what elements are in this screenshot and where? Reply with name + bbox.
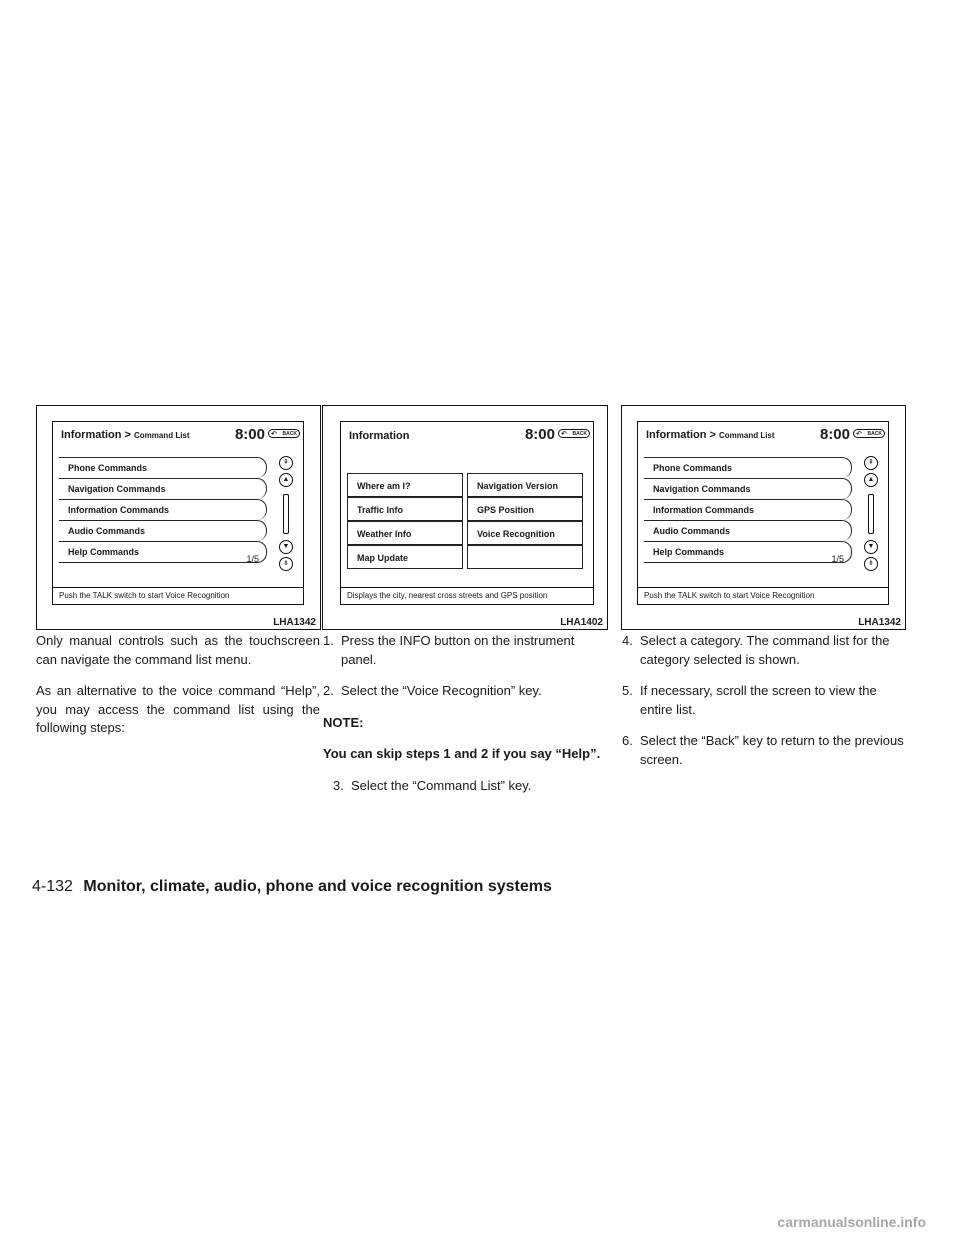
step-text: Select the “Command List” key. (351, 777, 532, 793)
text-column-1 (36, 632, 320, 751)
step-item (622, 732, 906, 769)
screen-information (340, 421, 594, 605)
clock: 8:00 (234, 426, 265, 443)
step-item (323, 777, 607, 796)
list-item[interactable]: Audio Commands (59, 520, 267, 541)
step-text: Select a category. The command list for the category selected is shown. (640, 633, 890, 667)
figure-label: LHA1342 (273, 617, 316, 628)
scroll-down-icon[interactable]: ▼ (279, 540, 293, 554)
command-list (644, 457, 852, 563)
list-item[interactable]: Phone Commands (59, 457, 267, 478)
navigation-version-button[interactable]: Navigation Version (467, 473, 583, 497)
note-heading: NOTE: (323, 714, 364, 730)
scroll-down-icon[interactable]: ▼ (864, 540, 878, 554)
paragraph: Only manual controls such as the touchscreen can navigate the command list menu. (36, 633, 320, 667)
step-number: 1. (323, 633, 334, 648)
scroll-up-icon[interactable]: ▲ (279, 473, 293, 487)
list-item[interactable]: Navigation Commands (644, 478, 852, 499)
step-text: Select the “Back” key to return to the previous screen. (640, 733, 904, 767)
list-item[interactable]: Help Commands (644, 541, 852, 563)
watermark: carmanualsonline.info (777, 1214, 926, 1230)
figure-label: LHA1402 (560, 617, 603, 628)
back-arrow-icon: ↶ (561, 431, 567, 438)
step-item (622, 682, 906, 719)
figure-command-list-1 (36, 405, 321, 630)
list-item[interactable]: Phone Commands (644, 457, 852, 478)
step-item (622, 632, 906, 669)
step-item (323, 632, 607, 669)
step-text: Press the INFO button on the instrument panel. (341, 633, 575, 667)
step-item (323, 682, 607, 701)
figure-information-menu (322, 405, 608, 630)
traffic-info-button[interactable]: Traffic Info (347, 497, 463, 521)
where-am-i-button[interactable]: Where am I? (347, 473, 463, 497)
scrollbar[interactable] (863, 456, 879, 570)
page-footer (32, 878, 552, 896)
clock: 8:00 (819, 426, 850, 443)
screen-title: Information (349, 430, 410, 442)
back-arrow-icon: ↶ (856, 431, 862, 438)
text-column-3 (622, 632, 906, 782)
back-button[interactable]: ↶ BACK (853, 429, 885, 438)
page-number: 4-132 (32, 878, 73, 895)
voice-recognition-button[interactable]: Voice Recognition (467, 521, 583, 545)
weather-info-button[interactable]: Weather Info (347, 521, 463, 545)
screen-command-list (52, 421, 304, 605)
screen-subtitle: Command List (133, 431, 190, 440)
clock: 8:00 (524, 426, 555, 443)
page-indicator: 1/5 (831, 554, 844, 564)
scroll-top-icon[interactable]: ⇞ (279, 456, 293, 470)
screen-header (638, 422, 888, 446)
step-number: 6. (622, 733, 633, 748)
back-button[interactable]: ↶ BACK (558, 429, 590, 438)
gps-position-button[interactable]: GPS Position (467, 497, 583, 521)
scroll-bottom-icon[interactable]: ⇟ (864, 557, 878, 571)
page-indicator: 1/5 (246, 554, 259, 564)
scroll-track[interactable] (283, 494, 289, 534)
scrollbar[interactable] (278, 456, 294, 570)
screen-title: Information > Command List (61, 429, 190, 441)
figure-command-list-2 (621, 405, 906, 630)
list-item[interactable]: Navigation Commands (59, 478, 267, 499)
scroll-top-icon[interactable]: ⇞ (864, 456, 878, 470)
scroll-up-icon[interactable]: ▲ (864, 473, 878, 487)
step-text: Select the “Voice Recognition” key. (341, 683, 542, 698)
step-number: 5. (622, 683, 633, 698)
step-number: 4. (622, 633, 633, 648)
list-item[interactable]: Information Commands (644, 499, 852, 520)
step-number: 3. (333, 777, 344, 793)
empty-button (467, 545, 583, 569)
figure-label: LHA1342 (858, 617, 901, 628)
back-button[interactable]: ↶ BACK (268, 429, 300, 438)
screen-header (53, 422, 303, 446)
status-message: Push the TALK switch to start Voice Recognition (53, 587, 303, 604)
back-arrow-icon: ↶ (271, 431, 277, 438)
command-list (59, 457, 267, 563)
section-title: Monitor, climate, audio, phone and voice recognition systems (83, 878, 552, 895)
menu-grid (347, 458, 587, 562)
list-item[interactable]: Information Commands (59, 499, 267, 520)
text-column-2 (323, 632, 607, 808)
screen-title: Information > Command List (646, 429, 775, 441)
scroll-bottom-icon[interactable]: ⇟ (279, 557, 293, 571)
step-text: If necessary, scroll the screen to view the entire list. (640, 683, 877, 717)
step-number: 2. (323, 683, 334, 698)
screen-command-list (637, 421, 889, 605)
list-item[interactable]: Help Commands (59, 541, 267, 563)
scroll-track[interactable] (868, 494, 874, 534)
screen-header (341, 422, 593, 446)
status-message: Displays the city, nearest cross streets and GPS position (341, 587, 593, 604)
list-item[interactable]: Audio Commands (644, 520, 852, 541)
paragraph: As an alternative to the voice command “Help”, you may access the command list using the following steps: (36, 683, 320, 735)
note-body: You can skip steps 1 and 2 if you say “Help”. (323, 746, 601, 761)
map-update-button[interactable]: Map Update (347, 545, 463, 569)
status-message: Push the TALK switch to start Voice Recognition (638, 587, 888, 604)
screen-subtitle: Command List (718, 431, 775, 440)
